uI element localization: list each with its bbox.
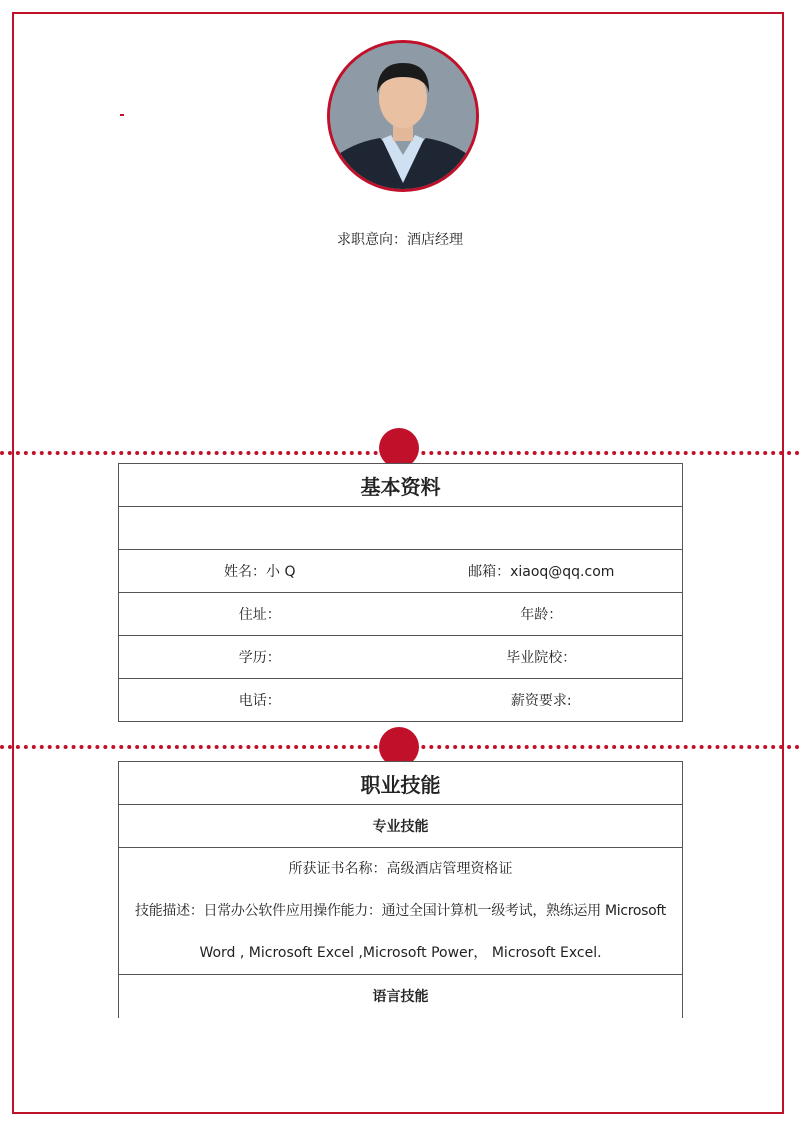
certificate-line [119, 848, 682, 890]
education-label: 学历： [238, 650, 281, 666]
name-label: 姓名： [224, 564, 266, 580]
certificate-value: 高级酒店管理资格证 [386, 861, 513, 877]
professional-skills-body [119, 848, 683, 975]
phone-cell [119, 679, 401, 722]
language-skills-title: 语言技能 [119, 975, 683, 1018]
objective-label: 求职意向： [337, 232, 407, 248]
phone-label: 电话： [238, 693, 281, 709]
basic-info-table [118, 463, 683, 722]
address-cell [119, 593, 401, 636]
age-cell [401, 593, 683, 636]
school-cell [401, 636, 683, 679]
skill-description-line1: 技能描述：日常办公软件应用操作能力：通过全国计算机一级考试，熟练运用 Microsoft [135, 903, 666, 919]
skills-table [118, 761, 683, 1018]
professional-skills-title: 专业技能 [119, 805, 683, 848]
skills-title: 职业技能 [119, 762, 683, 805]
name-value: 小 Q [266, 564, 296, 580]
salary-label: 薪资要求: [510, 693, 572, 709]
salary-cell [401, 679, 683, 722]
basic-info-title: 基本资料 [119, 464, 683, 507]
empty-row [119, 507, 683, 550]
name-cell [119, 550, 401, 593]
objective-value: 酒店经理 [407, 232, 463, 248]
certificate-label: 所获证书名称： [288, 861, 387, 877]
email-label: 邮箱： [468, 564, 511, 580]
decorative-dash [120, 114, 124, 116]
portrait-image [330, 43, 476, 189]
email-value: xiaoq@qq.com [510, 564, 615, 580]
age-label: 年龄： [520, 607, 563, 623]
education-cell [119, 636, 401, 679]
avatar [327, 40, 479, 192]
job-objective [0, 229, 800, 249]
skill-description-line2: Word , Microsoft Excel ,Microsoft Power， Microsoft Excel. [199, 945, 602, 961]
address-label: 住址： [238, 607, 281, 623]
section-marker [379, 428, 419, 468]
school-label: 毕业院校： [506, 650, 577, 666]
email-cell [401, 550, 683, 593]
